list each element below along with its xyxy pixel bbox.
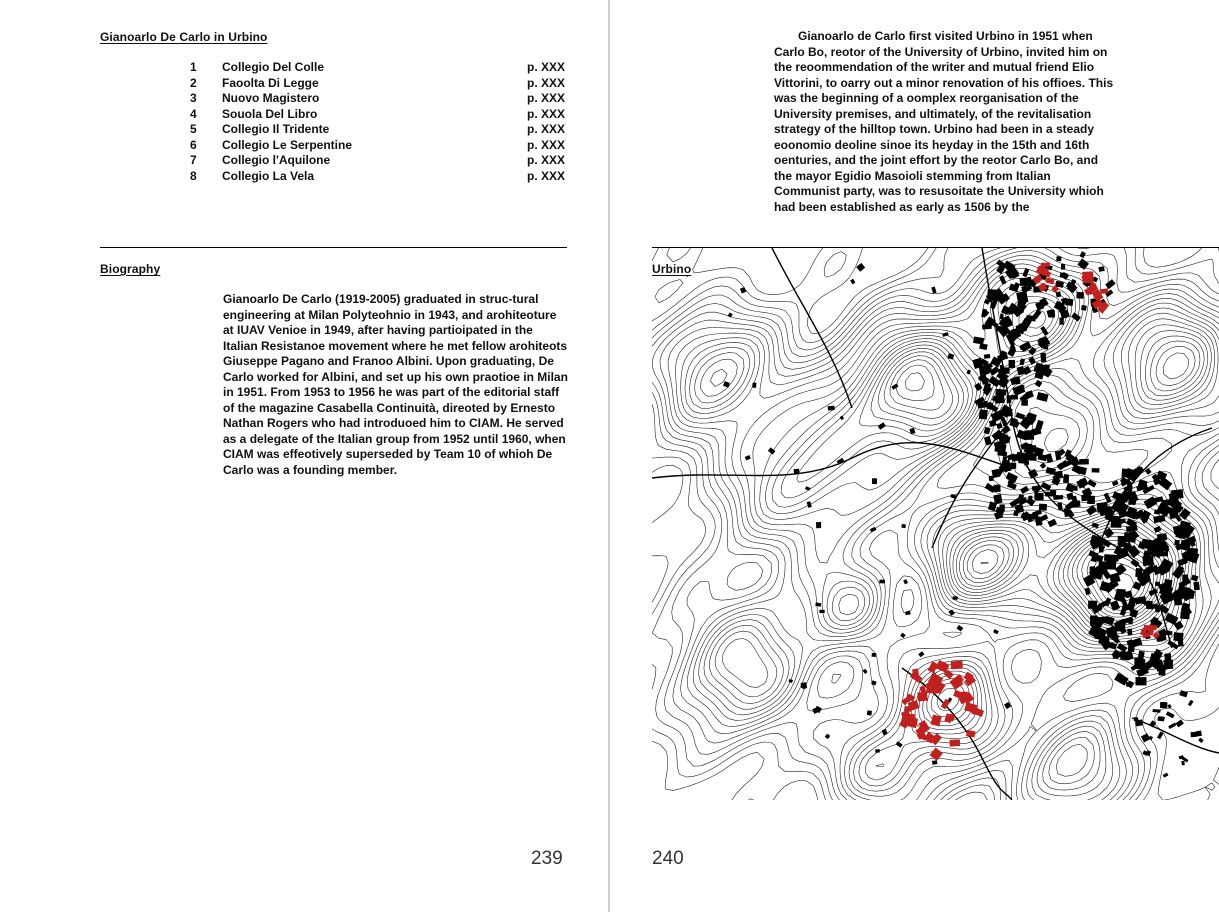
biography-paragraph: Gianoarlo De Carlo (1919-2005) graduated in struc-tural engineering at Milan Polyteohnio in 1943, and arohiteoture at IUAV Venioe in 1949, after having partioipated in the Italian Resistanoe movement where he met fellow arohiteots Giuseppe Pagano and Franoo Albini. Upon graduating, De Carlo worked for Albini, and set up his own praotioe in Milan in 1951. From 1953 to 1956 he was part of the editorial staff of the magazine Casabella Continuità, direoted by Ernesto Nathan Rogers who had introduoed him to CIAM. He served as a delegate of the Italian group from 1952 until 1960, when CIAM was effeotively superseded by Team 10 of whioh De Carlo was a founding member.: [223, 292, 568, 477]
building-footprint: [979, 409, 988, 419]
building-footprint: [878, 422, 886, 430]
building-footprint: [1106, 560, 1116, 569]
building-footprint: [828, 406, 835, 411]
building-footprint: [1087, 479, 1096, 487]
building-footprint: [956, 625, 963, 632]
building-footprint: [1056, 291, 1062, 297]
building-footprint: [993, 494, 1002, 504]
building-footprint: [1198, 738, 1204, 743]
building-footprint: [1034, 493, 1043, 500]
building-footprint: [1019, 358, 1025, 365]
building-footprint: [850, 279, 855, 285]
building-footprint: [740, 287, 746, 293]
building-footprint: [840, 416, 844, 421]
building-footprint: [1167, 640, 1179, 649]
building-footprint: [1193, 582, 1199, 591]
urbino-contour-map: [652, 248, 1219, 800]
building-footprint: [815, 602, 821, 606]
building-footprint: [1049, 310, 1055, 317]
toc-entry-title: Collegio Del Colle: [222, 60, 325, 74]
building-footprint: [1126, 681, 1134, 689]
building-footprint: [1079, 251, 1085, 258]
building-footprint: [1110, 600, 1120, 611]
left-page: [0, 0, 608, 912]
building-footprint: [1009, 360, 1016, 368]
building-footprint: [1044, 364, 1050, 371]
building-footprint: [994, 485, 1001, 493]
building-footprint: [1097, 502, 1109, 513]
building-footprint: [1079, 459, 1089, 465]
toc-entry-title: Souola Del Libro: [222, 106, 318, 121]
building-footprint: [1040, 353, 1046, 363]
building-footprint: [1007, 395, 1012, 403]
building-footprint: [1145, 468, 1152, 475]
toc-entry-number: 2: [190, 75, 197, 90]
building-footprint: [816, 522, 821, 528]
building-footprint: [984, 427, 991, 435]
building-footprint: [867, 710, 872, 715]
building-footprint: [1081, 305, 1087, 311]
building-footprint: [1152, 709, 1160, 713]
building-footprint: [1020, 486, 1029, 494]
building-footprint: [1127, 629, 1132, 636]
right-page: [610, 0, 1219, 912]
building-footprint: [1001, 425, 1010, 434]
building-footprint: [1196, 731, 1202, 737]
building-footprint: [1105, 279, 1115, 289]
building-footprint: [1191, 732, 1197, 737]
building-footprint: [1111, 649, 1121, 659]
building-footprint: [807, 501, 812, 508]
toc-entry: [190, 107, 566, 123]
building-footprint: [1028, 496, 1032, 501]
building-footprint: [1035, 380, 1043, 388]
building-footprint: [1035, 420, 1043, 430]
building-footprint: [1103, 528, 1114, 539]
toc-entry-number: 5: [190, 122, 197, 136]
building-footprint: [1168, 723, 1176, 729]
highlight-building: [930, 715, 941, 727]
building-footprint: [1170, 498, 1179, 503]
building-footprint: [1141, 733, 1150, 742]
toc-entry-title: Faoolta Di Legge: [222, 75, 319, 90]
highlight-building: [949, 739, 960, 746]
toc-entry: [190, 138, 566, 154]
highlight-building: [1082, 271, 1093, 283]
building-footprint: [1112, 555, 1119, 562]
toc-entry-page: p. XXX: [526, 122, 565, 136]
building-footprint: [996, 423, 1003, 429]
building-footprint: [872, 478, 877, 484]
building-footprint: [1160, 702, 1168, 708]
building-footprint: [1153, 515, 1165, 523]
toc-entry-page: p. XXX: [526, 106, 565, 121]
building-footprint: [984, 436, 992, 446]
building-footprint: [794, 469, 800, 474]
building-footprint: [1090, 616, 1098, 625]
building-footprint: [1104, 493, 1112, 504]
building-footprint: [1039, 504, 1047, 511]
highlight-building: [951, 661, 963, 670]
building-footprint: [879, 580, 885, 584]
building-footprint: [891, 383, 898, 389]
toc-entry-number: 8: [190, 168, 197, 183]
highlight-building: [1041, 263, 1050, 267]
toc-entry: [190, 60, 566, 76]
toc-entry: [190, 169, 566, 185]
building-footprint: [882, 729, 888, 735]
toc-entry-page: p. XXX: [526, 168, 565, 183]
building-footprint: [1098, 635, 1109, 645]
building-footprint: [1045, 492, 1054, 497]
building-footprint: [789, 679, 793, 683]
toc-entry-title: Collegio l'Aquilone: [222, 153, 331, 167]
building-footprint: [1166, 711, 1175, 718]
building-footprint: [932, 760, 937, 765]
building-footprint: [1018, 459, 1025, 464]
building-footprint: [1022, 268, 1029, 277]
building-footprint: [1015, 376, 1021, 384]
intro-paragraph: Gianoarlo de Carlo first visited Urbino in 1951 when Carlo Bo, reotor of the University of Urbino, invited him on the reoommendation of the writer and mutual friend Elio Vittorini, to oarry out a minor renovation of his offioes. This was the beginning of a oomplex reorganisation of the University premises, and ultimately, of the revitalisation strategy of the hilltop town. Urbino had been in a steady eoonomio deoline sinoe its heyday in the 15th and 16th oenturies, and the joint effort by the reotor Carlo Bo, and the mayor Egidio Masoioli stemming from Italian Communist party, was to resusoitate the University whioh had been established as early as 1506 by the: [774, 29, 1114, 214]
contour-map-figure: [652, 248, 1219, 800]
toc-entry-number: 1: [190, 60, 197, 74]
building-footprint: [1136, 677, 1147, 685]
building-footprint: [1063, 476, 1069, 483]
building-footprint: [1024, 461, 1029, 466]
building-footprint: [1086, 505, 1097, 516]
building-footprint: [1013, 511, 1019, 517]
building-footprint: [1099, 561, 1108, 569]
building-footprint: [1163, 773, 1169, 778]
highlight-building: [1100, 288, 1108, 294]
toc-entry-page: p. XXX: [526, 137, 565, 152]
highlight-building: [966, 730, 976, 738]
building-footprint: [1118, 536, 1127, 542]
building-footprint: [1059, 318, 1064, 325]
building-footprint: [870, 527, 877, 533]
toc-entry-number: 3: [190, 91, 197, 105]
building-footprint: [918, 651, 924, 657]
page-number: 240: [652, 848, 684, 869]
toc-entry-page: p. XXX: [526, 91, 565, 105]
building-footprint: [1000, 313, 1004, 319]
highlight-building: [930, 748, 943, 761]
toc-entry: [190, 122, 566, 138]
building-footprint: [1176, 719, 1184, 727]
building-footprint: [979, 343, 988, 350]
toc-entry-number: 7: [190, 153, 197, 167]
building-footprint: [993, 629, 999, 634]
biography-heading: Biography: [100, 262, 161, 276]
building-footprint: [1181, 761, 1185, 766]
building-footprint: [825, 734, 831, 740]
building-footprint: [863, 669, 868, 674]
building-footprint: [1040, 462, 1046, 468]
building-footprint: [1157, 716, 1162, 721]
toc-entry-page: p. XXX: [526, 75, 565, 90]
building-footprint: [1162, 499, 1171, 506]
building-footprint: [805, 486, 810, 490]
building-footprint: [1157, 732, 1164, 740]
building-footprint: [1130, 638, 1142, 648]
building-footprint: [973, 337, 984, 345]
building-footprint: [1036, 392, 1048, 402]
building-footprint: [1079, 479, 1086, 488]
building-footprint: [953, 596, 958, 599]
building-footprint: [1027, 448, 1033, 457]
toc-entry: [190, 91, 566, 107]
building-footprint: [1120, 651, 1129, 660]
toc-entry: [190, 76, 566, 92]
building-footprint: [856, 263, 865, 272]
building-footprint: [942, 332, 949, 337]
building-footprint: [1021, 400, 1028, 406]
building-footprint: [896, 741, 903, 747]
building-footprint: [1053, 495, 1063, 500]
building-footprint: [931, 287, 936, 294]
toc-entry-title: Collegio Il Tridente: [222, 122, 330, 136]
building-footprint: [1065, 298, 1073, 306]
building-footprint: [1155, 582, 1160, 587]
building-footprint: [1040, 326, 1048, 336]
building-footprint: [1056, 256, 1061, 261]
building-footprint: [1179, 690, 1188, 697]
building-footprint: [901, 524, 906, 528]
building-footprint: [768, 447, 776, 454]
section-title: Gianoarlo De Carlo in Urbino: [100, 30, 268, 44]
section-divider: [100, 247, 567, 248]
highlight-building: [928, 661, 939, 673]
building-footprint: [1061, 264, 1065, 270]
building-footprint: [1164, 653, 1171, 661]
building-footprint: [723, 381, 730, 388]
table-of-contents: [190, 60, 566, 184]
toc-entry-number: 6: [190, 137, 197, 152]
building-footprint: [875, 749, 880, 753]
building-footprint: [1085, 588, 1091, 596]
building-footprint: [1098, 266, 1104, 272]
building-footprint: [1087, 496, 1095, 505]
building-footprint: [984, 354, 991, 359]
building-footprint: [1076, 292, 1084, 299]
building-footprint: [819, 610, 824, 613]
building-footprint: [903, 579, 908, 584]
building-footprint: [1006, 264, 1013, 271]
building-footprint: [752, 383, 756, 388]
page-number: 239: [531, 848, 563, 869]
building-footprint: [1048, 519, 1057, 527]
building-footprint: [745, 455, 751, 460]
building-footprint: [905, 611, 911, 615]
building-footprint: [995, 389, 1006, 396]
toc-entry-title: Nuovo Magistero: [222, 91, 320, 105]
toc-entry-number: 4: [190, 106, 197, 121]
toc-entry-title: Collegio La Vela: [222, 168, 315, 183]
building-footprint: [1167, 704, 1171, 709]
building-footprint: [1003, 456, 1007, 461]
map-title: Urbino: [652, 262, 692, 276]
toc-entry-title: Collegio Le Serpentine: [222, 137, 353, 152]
building-footprint: [872, 653, 876, 657]
toc-entry-page: p. XXX: [526, 60, 565, 74]
building-footprint: [1191, 575, 1199, 582]
building-footprint: [1154, 526, 1162, 533]
building-footprint: [900, 633, 906, 639]
building-footprint: [1092, 468, 1100, 472]
building-footprint: [1024, 430, 1034, 440]
building-footprint: [1071, 486, 1078, 491]
building-footprint: [1104, 554, 1113, 561]
building-footprint: [1188, 700, 1194, 707]
toc-entry-page: p. XXX: [526, 153, 565, 167]
toc-entry: [190, 153, 566, 169]
